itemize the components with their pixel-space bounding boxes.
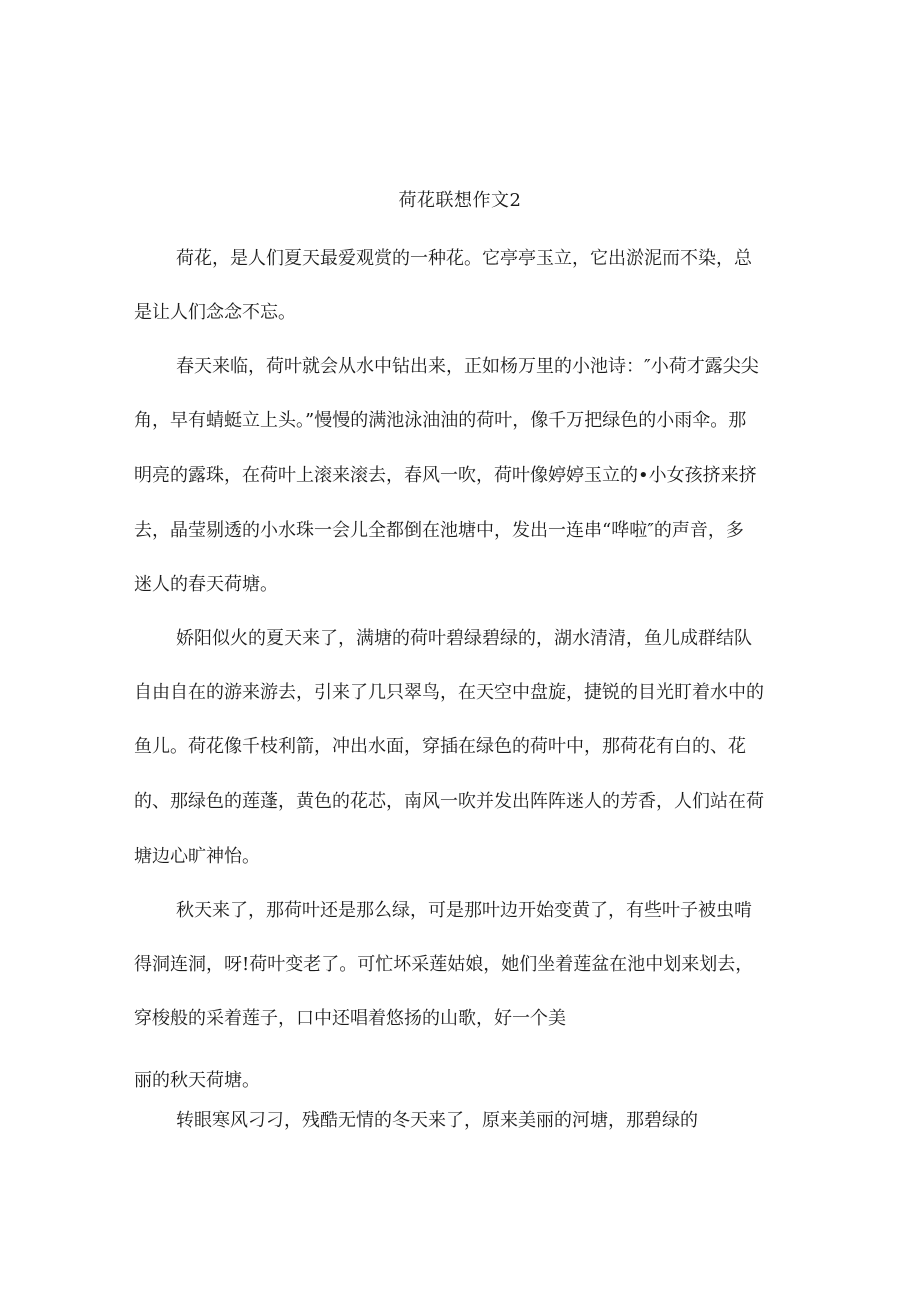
text-line: 娇阳似火的夏天来了，满塘的荷叶碧绿碧绿的，湖水清清，鱼儿成群结队 <box>176 628 752 649</box>
text-line: 迷人的春天荷塘。 <box>134 574 278 595</box>
text-line: 塘边心旷神怡。 <box>134 846 260 867</box>
document-title: 荷花联想作文2 <box>398 190 522 211</box>
text-line: 丽的秋天荷塘。 <box>134 1070 260 1091</box>
text-line: 春天来临，荷叶就会从水中钻出来，正如杨万里的小池诗：″小荷才露尖尖 <box>176 356 759 377</box>
text-line: 明亮的露珠，在荷叶上滚来滚去，春风一吹，荷叶像婷婷玉立的•小女孩挤来挤 <box>134 465 757 486</box>
text-line: 去，晶莹剔透的小水珠一会儿全都倒在池塘中，发出一连串“哗啦″的声音，多 <box>134 520 744 541</box>
text-line: 自由自在的游来游去，引来了几只翠鸟，在天空中盘旋，捷锐的目光盯着水中的 <box>134 682 764 703</box>
text-line: 转眼寒风刁刁，残酷无情的冬天来了，原来美丽的河塘，那碧绿的 <box>176 1110 698 1131</box>
text-line: 角，早有蜻蜓立上头。”慢慢的满池泳油油的荷叶，像千万把绿色的小雨伞。那 <box>134 410 747 431</box>
text-line: 鱼儿。荷花像千枝利箭，冲出水面，穿插在绿色的荷叶中，那荷花有白的、花 <box>134 736 746 757</box>
text-line: 得洞连洞，呀!荷叶变老了。可忙坏采莲姑娘，她们坐着莲盆在池中划来划去， <box>134 954 754 975</box>
text-line: 荷花，是人们夏天最爱观赏的一种花。它亭亭玉立，它出淤泥而不染，总 <box>176 248 752 269</box>
text-line: 是让人们念念不忘。 <box>134 302 296 323</box>
text-line: 秋天来了，那荷叶还是那么绿，可是那叶边开始变黄了，有些叶子被虫啃 <box>176 900 752 921</box>
text-line: 穿梭般的采着莲子，口中还唱着悠扬的山歌，好一个美 <box>134 1008 566 1029</box>
text-line: 的、那绿色的莲蓬，黄色的花芯，南风一吹并发出阵阵迷人的芳香，人们站在荷 <box>134 791 764 812</box>
